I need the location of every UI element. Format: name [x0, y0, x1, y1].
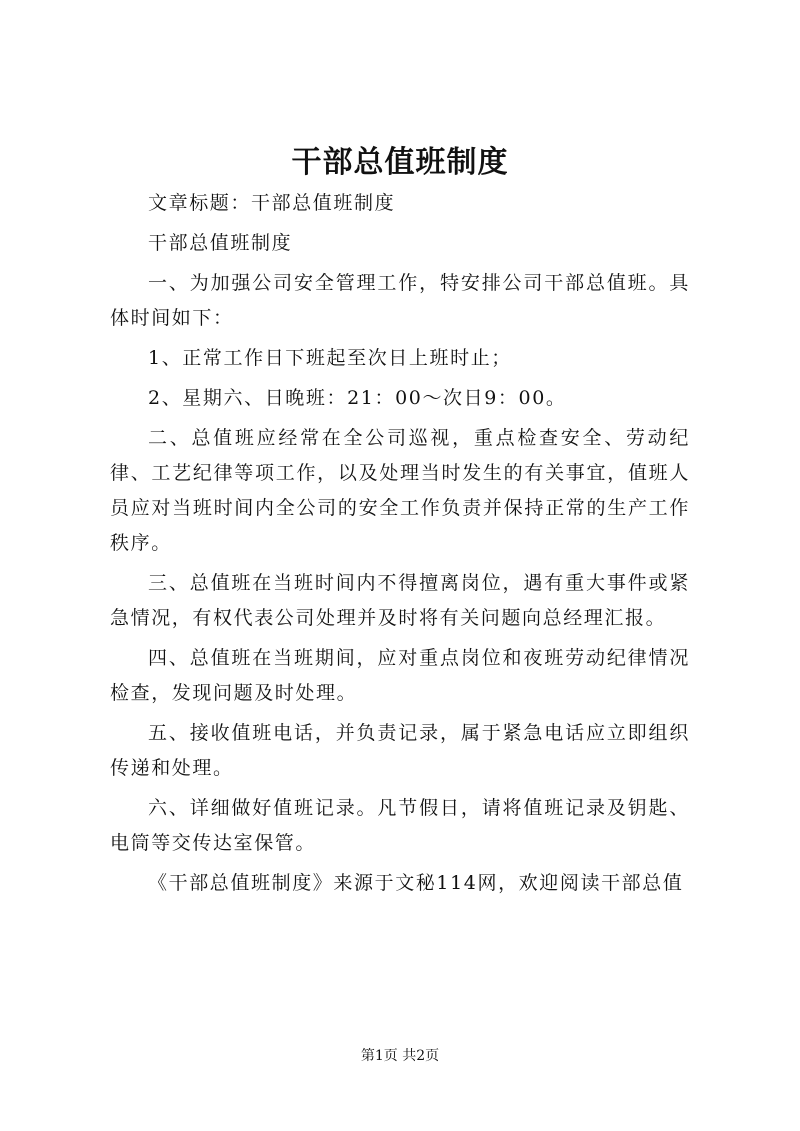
document-title: 干部总值班制度: [291, 145, 509, 180]
source-note: 《干部总值班制度》来源于文秘114网，欢迎阅读干部总值: [148, 872, 684, 894]
paragraph-2: 二、总值班应经常在全公司巡视，重点检查安全、劳动纪律、工艺纪律等项工作，以及处理当时发生的有关事宜，值班人员应对当班时间内全公司的安全工作负责并保持正常的生产工作秩序。: [110, 427, 690, 554]
heading-line: 干部总值班制度: [148, 232, 293, 254]
page-number-footer: 第1页 共2页: [360, 1048, 440, 1064]
paragraph-1-item-2: 2、星期六、日晚班：21：00～次日9：00。: [148, 387, 567, 409]
paragraph-6: 六、详细做好值班记录。凡节假日，请将值班记录及钥匙、电筒等交传达室保管。: [110, 797, 690, 854]
paragraph-5: 五、接收值班电话，并负责记录，属于紧急电话应立即组织传递和处理。: [110, 722, 690, 779]
article-title-line: 文章标题：干部总值班制度: [148, 192, 396, 214]
paragraph-4: 四、总值班在当班期间，应对重点岗位和夜班劳动纪律情况检查，发现问题及时处理。: [110, 647, 690, 704]
paragraph-1: 一、为加强公司安全管理工作，特安排公司干部总值班。具体时间如下：: [110, 272, 690, 329]
paragraph-1-item-1: 1、正常工作日下班起至次日上班时止；: [148, 347, 512, 369]
paragraph-3: 三、总值班在当班时间内不得擅离岗位，遇有重大事件或紧急情况，有权代表公司处理并及时将有关问题向总经理汇报。: [110, 572, 690, 629]
document-body: [110, 186, 690, 901]
